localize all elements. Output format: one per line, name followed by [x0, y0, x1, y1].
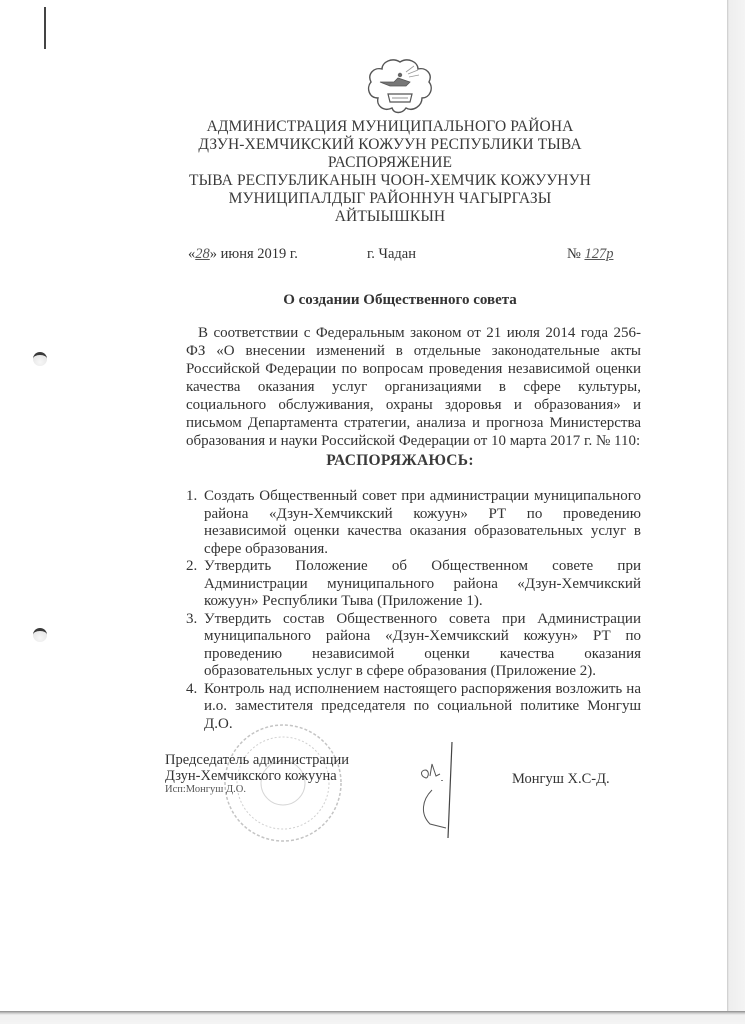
item-text: Утвердить состав Общественного совета при Администрации муниципального района «Дзун-Хемчикский кожуун» РТ по проведению независимой оценки качества оказания образовательных услуг в сфере образования (Приложение 2).: [204, 610, 641, 679]
punch-hole: [33, 352, 47, 366]
signatory-position-line1: Председатель администрации: [165, 752, 350, 768]
punch-hole: [33, 628, 47, 642]
item-text: Создать Общественный совет при администрации муниципального района «Дзун-Хемчикский кожуун» РТ по проведению независимой оценки качества оказания образовательных услуг в сфере образования.: [204, 488, 641, 557]
document-number: [567, 246, 620, 263]
order-item: [186, 488, 641, 558]
preamble-paragraph: В соответствии с Федеральным законом от 21 июля 2014 года 256-ФЗ «О внесении изменений в отдельные законодательные акты Российской Федерации по вопросам проведения независимой оценки качества оказания услуг организациями в сфере культуры, социального обслуживания, охраны здоровья и образования» и письмом Департамента стратегии, анализа и прогноза Министерства образования и науки Российской Федерации от 10 марта 2017 г. № 110:: [186, 325, 641, 449]
signatory-block: [165, 752, 349, 796]
number-value-handwritten: 127р: [584, 246, 614, 262]
header-line: АДМИНИСТРАЦИЯ МУНИЦИПАЛЬНОГО РАЙОНА: [206, 118, 574, 135]
document-city: г. Чадан: [367, 246, 416, 262]
order-item: [186, 611, 641, 681]
order-heading: РАСПОРЯЖАЮСЬ:: [326, 452, 474, 469]
document-date: [188, 246, 298, 263]
item-number: 4.: [186, 680, 198, 697]
scan-page-edge-bottom: [0, 1011, 745, 1024]
signatory-name: Монгуш Х.С-Д.: [512, 771, 610, 787]
item-text: Контроль над исполнением настоящего распоряжения возложить на и.о. заместителя председателя по социальной политике Монгуш Д.О.: [204, 680, 641, 732]
header-line: АЙТЫЫШКЫН: [334, 208, 446, 225]
signatory-position-line2: Дзун-Хемчикского кожууна: [165, 768, 337, 784]
header-line: ТЫВА РЕСПУБЛИКАНЫН ЧООН-ХЕМЧИК КОЖУУНУН: [189, 172, 591, 189]
header-line: МУНИЦИПАЛДЫГ РАЙОННУН ЧАГЫРГАЗЫ: [228, 190, 552, 207]
order-item: [186, 558, 641, 611]
item-number: 1.: [186, 488, 198, 504]
number-label: №: [567, 246, 581, 262]
executor-note: Исп:Монгуш Д.О.: [165, 784, 246, 795]
date-month-year: » июня 2019 г.: [209, 246, 298, 262]
item-text: Утвердить Положение об Общественном совете при Администрации муниципального района «Дзун-Хемчикский кожуун» Республики Тыва (Приложение 1).: [204, 558, 641, 609]
date-quote: «: [188, 246, 196, 262]
scan-artifact-line: [44, 7, 46, 49]
item-number: 2.: [186, 558, 198, 574]
header-line: РАСПОРЯЖЕНИЕ: [327, 154, 453, 171]
order-items-list: [186, 488, 641, 733]
tuva-coat-of-arms-icon: [366, 58, 434, 114]
scan-page-edge-right: [727, 0, 745, 1024]
handwritten-signature-icon: [418, 740, 478, 840]
header-line: ДЗУН-ХЕМЧИКСКИЙ КОЖУУН РЕСПУБЛИКИ ТЫВА: [198, 136, 582, 153]
item-number: 3.: [186, 610, 198, 627]
document-title: О создании Общественного совета: [283, 292, 517, 308]
date-day-handwritten: 28: [195, 246, 210, 262]
document-header: [150, 118, 630, 226]
